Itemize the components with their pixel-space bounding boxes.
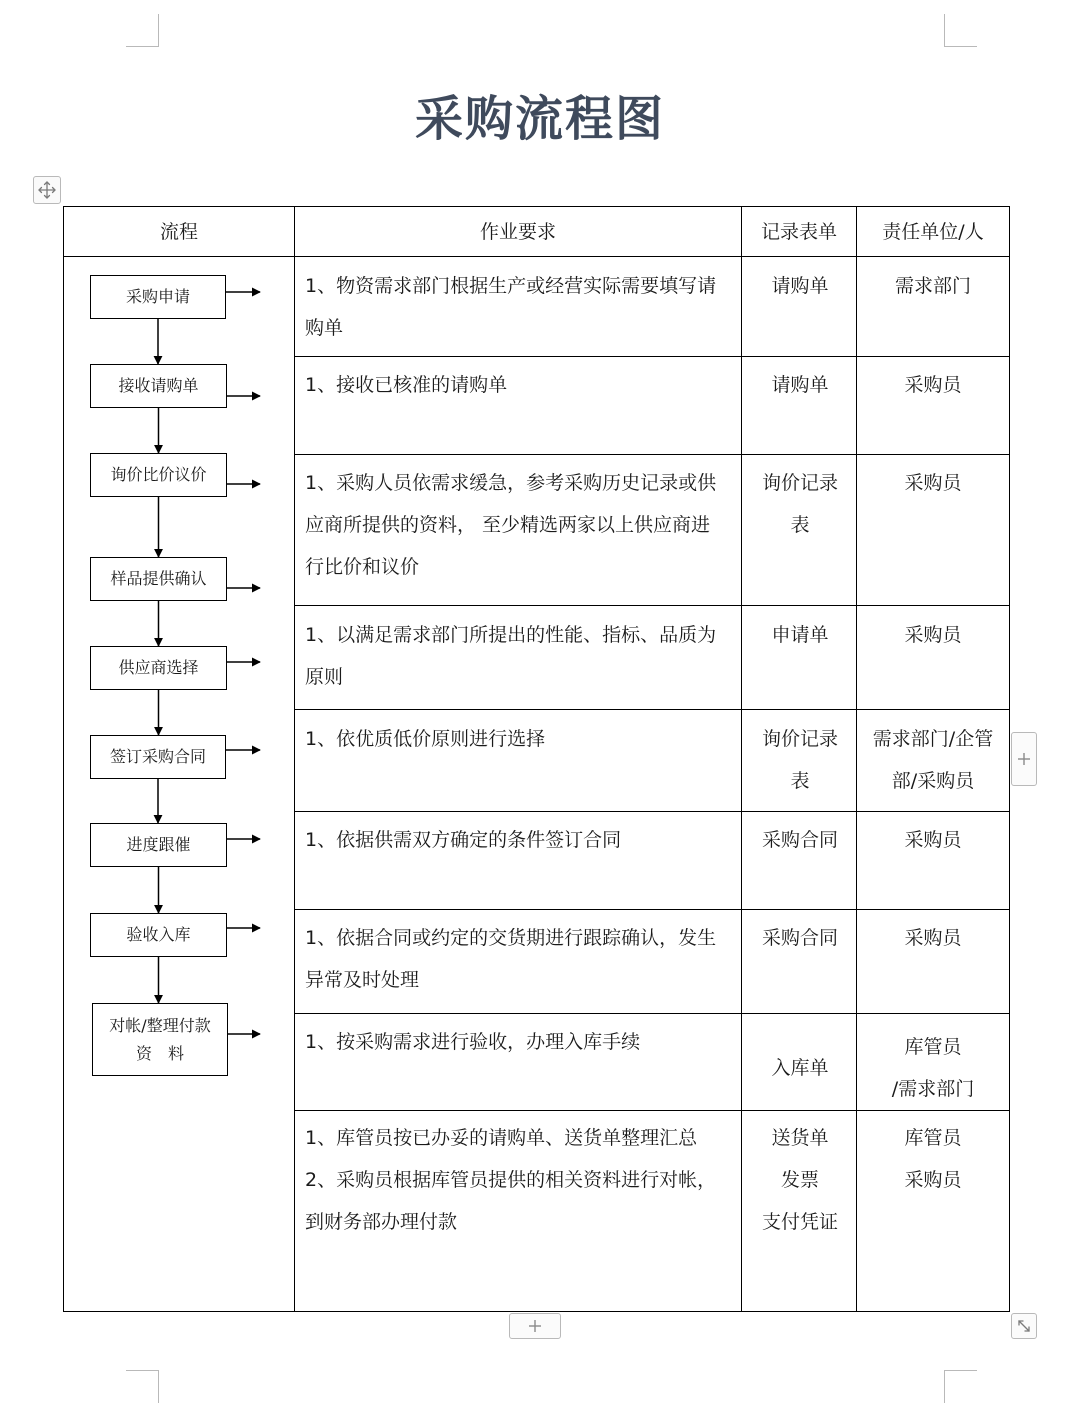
responsible-cell-line: 采购员: [904, 1169, 962, 1191]
flow-step-box: [90, 557, 227, 601]
flow-step-label: 进度跟催: [126, 835, 191, 854]
record-form-cell-line: 询价记录: [761, 728, 838, 750]
requirement-cell-line: 异常及时处理: [305, 969, 420, 991]
record-form-cell-line: 采购合同: [761, 829, 838, 851]
flow-step-label: 对帐/整理付款: [109, 1015, 211, 1035]
flow-step-box: [90, 275, 226, 319]
requirement-cell-line: 1、物资需求部门根据生产或经营实际需要填写请: [305, 275, 717, 297]
requirement-cell-line: 1、采购人员依需求缓急，参考采购历史记录或供: [305, 472, 717, 494]
responsible-cell-line: 库管员: [904, 1036, 962, 1058]
requirement-cell-line: 1、依优质低价原则进行选择: [305, 728, 546, 750]
record-form-cell-line: 表: [790, 770, 810, 792]
record-form-cell-line: 采购合同: [761, 927, 838, 949]
record-form-cell-line: 申请单: [771, 624, 829, 646]
requirement-cell-line: 到财务部办理付款: [305, 1211, 458, 1233]
record-form-cell-line: 询价记录: [761, 472, 838, 494]
header-responsible: 责任单位/人: [882, 221, 984, 243]
responsible-cell-line: 需求部门/企管: [872, 728, 994, 750]
record-form-cell-line: 发票: [780, 1169, 819, 1191]
flow-step-box: [90, 735, 226, 779]
record-form-cell-line: 入库单: [771, 1057, 829, 1079]
requirement-cell-line: 1、按采购需求进行验收，办理入库手续: [305, 1031, 641, 1053]
responsible-cell-line: 采购员: [904, 624, 962, 646]
record-form-cell-line: 送货单: [771, 1127, 829, 1149]
flow-step-box: [90, 453, 227, 497]
flow-step-label: 签订采购合同: [109, 747, 206, 766]
responsible-cell-line: 需求部门: [894, 275, 971, 297]
responsible-cell-line: 采购员: [904, 927, 962, 949]
flow-step-label: 供应商选择: [118, 658, 199, 677]
flow-step-label: 样品提供确认: [110, 569, 207, 588]
flow-step-box: [90, 823, 227, 867]
flow-step-label: 询价比价议价: [110, 465, 207, 484]
requirement-cell-line: 1、接收已核准的请购单: [305, 374, 508, 396]
requirement-cell-line: 2、采购员根据库管员提供的相关资料进行对帐，: [305, 1169, 717, 1191]
requirement-cell-line: 原则: [305, 666, 344, 688]
flow-step-label: 验收入库: [126, 925, 191, 944]
responsible-cell-line: 部/采购员: [891, 770, 975, 792]
flow-step-box: [90, 364, 227, 408]
record-form-cell-line: 支付凭证: [761, 1211, 838, 1233]
record-form-cell-line: 表: [790, 514, 810, 536]
requirement-cell-line: 1、依据供需双方确定的条件签订合同: [305, 829, 622, 851]
flow-step-box: [92, 1003, 228, 1076]
requirement-cell-line: 1、依据合同或约定的交货期进行跟踪确认，发生: [305, 927, 717, 949]
flow-step-box: [90, 913, 227, 957]
responsible-cell-line: 采购员: [904, 829, 962, 851]
responsible-cell-line: 库管员: [904, 1127, 962, 1149]
header-process: 流程: [159, 221, 198, 243]
requirement-cell-line: 1、库管员按已办妥的请购单、送货单整理汇总: [305, 1127, 698, 1149]
flow-step-label: 接收请购单: [118, 376, 199, 395]
header-requirement: 作业要求: [479, 221, 556, 243]
flow-step-box: [90, 646, 227, 690]
responsible-cell-line: /需求部门: [891, 1078, 975, 1100]
requirement-cell-line: 1、以满足需求部门所提出的性能、指标、品质为: [305, 624, 717, 646]
responsible-cell-line: 采购员: [904, 472, 962, 494]
responsible-cell-line: 采购员: [904, 374, 962, 396]
requirement-cell-line: 行比价和议价: [305, 556, 420, 578]
record-form-cell-line: 请购单: [771, 275, 829, 297]
flow-step-label: 资 料: [135, 1043, 184, 1063]
requirement-cell-line: 应商所提供的资料， 至少精选两家以上供应商进: [305, 514, 711, 536]
page-title: 采购流程图: [414, 91, 665, 147]
header-record-form: 记录表单: [760, 221, 837, 243]
requirement-cell-line: 购单: [305, 317, 344, 339]
flow-step-label: 采购申请: [125, 287, 190, 306]
record-form-cell-line: 请购单: [771, 374, 829, 396]
